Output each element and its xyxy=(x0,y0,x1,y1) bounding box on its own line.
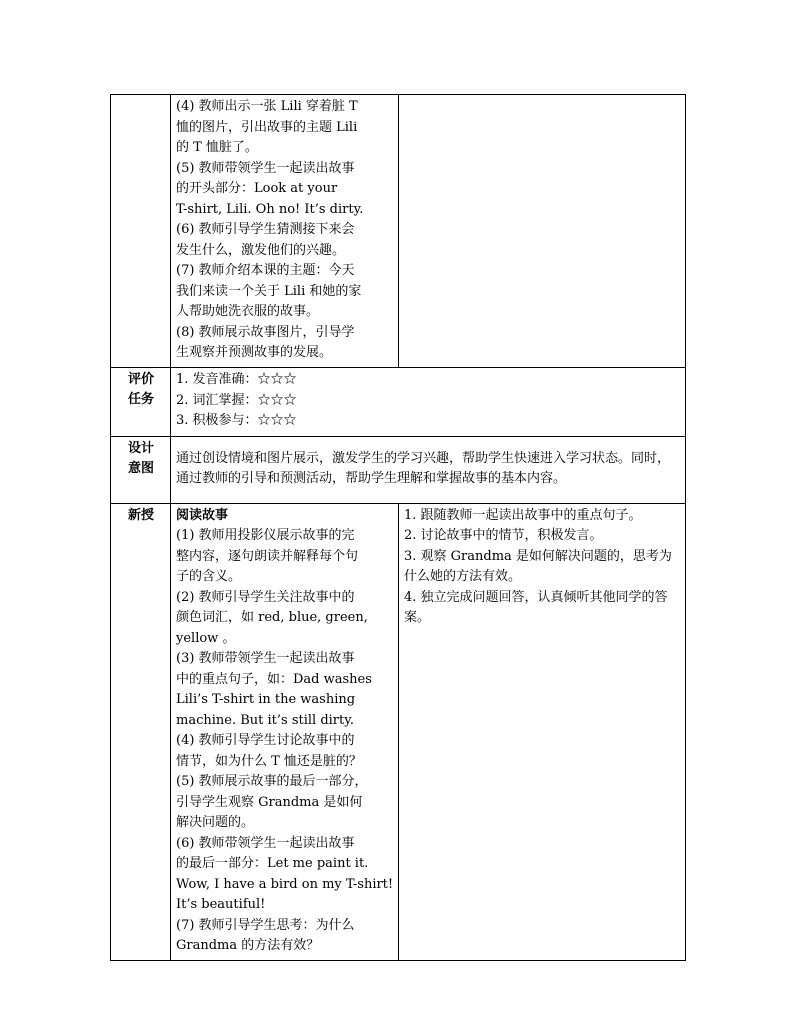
student-activities-cell xyxy=(399,503,686,960)
text-line: (4) 教师引导学生讨论故事中的 xyxy=(176,733,355,748)
text-line: (5) 教师带领学生一起读出故事 xyxy=(176,160,355,176)
student-activity-item: 3. 观察 Grandma 是如何解决问题的，思考为什么她的方法有效。 xyxy=(404,548,672,584)
text-line: Wow, I have a bird on my T-shirt! xyxy=(176,876,394,892)
text-line: yellow 。 xyxy=(176,630,236,646)
text-line: 颜色词汇，如 red, blue, green, xyxy=(176,610,368,625)
text-line: 中的重点句子，如：Dad washes xyxy=(176,671,372,687)
table-row xyxy=(111,367,686,436)
text-line: Grandma 的方法有效？ xyxy=(176,938,320,953)
label-line-2: 意图 xyxy=(127,461,154,476)
row-label-evaluation xyxy=(111,367,171,436)
evaluation-item: 2. 词汇掌握：☆☆☆ xyxy=(176,392,297,408)
evaluation-item: 3. 积极参与：☆☆☆ xyxy=(176,413,297,429)
teacher-activities-cell xyxy=(171,503,399,960)
student-activity-item: 1. 跟随教师一起读出故事中的重点句子。 xyxy=(404,507,642,523)
text-line: (4) 教师出示一张 Lili 穿着脏 T xyxy=(176,99,358,114)
text-line: (8) 教师展示故事图片，引导学 xyxy=(176,324,355,340)
row-label-new-lesson xyxy=(111,503,171,960)
text-line: (6) 教师带领学生一起读出故事 xyxy=(176,835,355,851)
table-row xyxy=(111,503,686,960)
text-line: 情节，如为什么 T 恤还是脏的？ xyxy=(176,753,362,769)
text-line: (6) 教师引导学生猜测接下来会 xyxy=(176,222,355,237)
text-line: T-shirt, Lili. Oh no! It’s dirty. xyxy=(176,201,364,217)
text-line: 的 T 恤脏了。 xyxy=(176,140,258,155)
table-row xyxy=(111,95,686,368)
lesson-plan-table xyxy=(110,94,686,961)
text-line: (5) 教师展示故事的最后一部分， xyxy=(176,774,368,789)
text-line: 整内容，逐句朗读并解释每个句 xyxy=(176,548,359,564)
evaluation-cell xyxy=(171,367,686,436)
text-line: 恤的图片，引出故事的主题 Lili xyxy=(176,119,358,135)
label-line-1: 评价 xyxy=(127,371,154,387)
row-label-empty xyxy=(111,95,171,368)
text-line: 人帮助她洗衣服的故事。 xyxy=(176,304,320,319)
student-activity-item: 4. 独立完成问题回答，认真倾听其他同学的答案。 xyxy=(404,589,668,625)
text-line: 解决问题的。 xyxy=(176,815,255,830)
design-intent-cell xyxy=(171,436,686,503)
label-line-2: 任务 xyxy=(127,392,154,407)
section-heading: 阅读故事 xyxy=(176,507,229,523)
text-line: (1) 教师用投影仪展示故事的完 xyxy=(176,528,355,543)
table-row xyxy=(111,436,686,503)
text-line: 的最后一部分：Let me paint it. xyxy=(176,856,369,871)
label-line-1: 新授 xyxy=(127,507,154,523)
teacher-activities-cell xyxy=(171,95,399,368)
text-line: 我们来读一个关于 Lili 和她的家 xyxy=(176,283,362,299)
text-line: (7) 教师引导学生思考：为什么 xyxy=(176,917,355,933)
student-activity-item: 2. 讨论故事中的情节，积极发言。 xyxy=(404,528,603,543)
text-line: 的开头部分：Look at your xyxy=(176,181,338,196)
student-activities-cell-empty xyxy=(399,95,686,368)
design-intent-text: 通过创设情境和图片展示，激发学生的学习兴趣，帮助学生快速进入学习状态。同时，通过教师的引导和预测活动，帮助学生理解和掌握故事的基本内容。 xyxy=(176,450,671,486)
text-line: machine. But it’s still dirty. xyxy=(176,712,354,728)
text-line: 子的含义。 xyxy=(176,569,242,584)
text-line: (7) 教师介绍本课的主题：今天 xyxy=(176,263,355,278)
label-line-1: 设计 xyxy=(127,440,154,456)
text-line: 发生什么，激发他们的兴趣。 xyxy=(176,242,346,258)
text-line: (2) 教师引导学生关注故事中的 xyxy=(176,589,355,605)
text-line: Lili’s T-shirt in the washing xyxy=(176,692,356,707)
text-line: (3) 教师带领学生一起读出故事 xyxy=(176,651,355,666)
text-line: It’s beautiful! xyxy=(176,897,266,912)
text-line: 生观察并预测故事的发展。 xyxy=(176,345,333,360)
evaluation-item: 1. 发音准确：☆☆☆ xyxy=(176,372,297,388)
row-label-design-intent xyxy=(111,436,171,503)
text-line: 引导学生观察 Grandma 是如何 xyxy=(176,794,363,810)
